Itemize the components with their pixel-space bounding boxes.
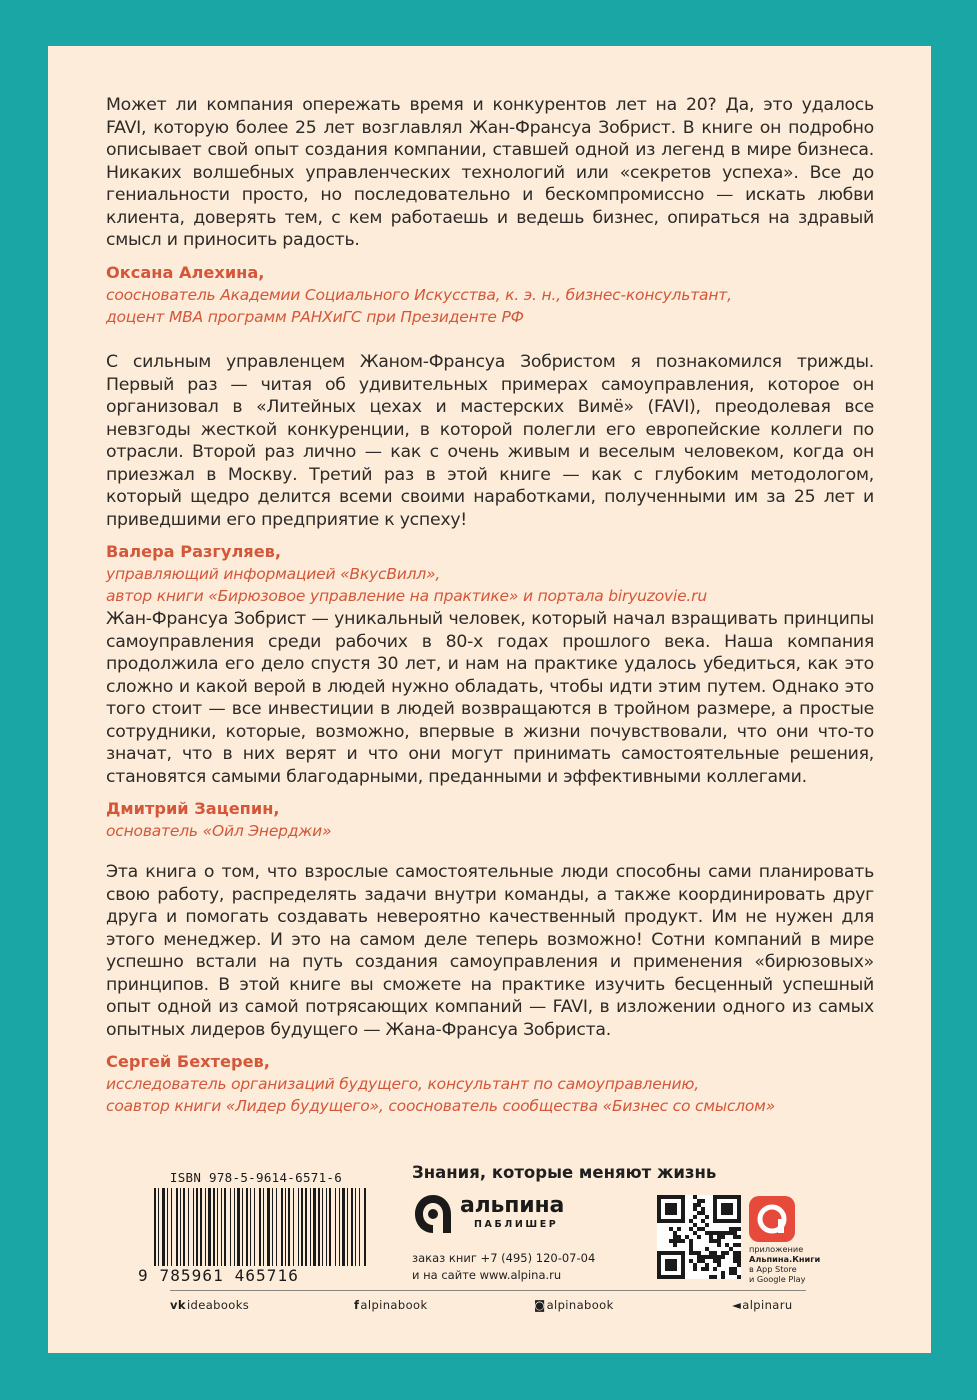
publisher-logo bbox=[412, 1192, 572, 1238]
social-handle: ideabooks bbox=[186, 1298, 250, 1312]
review-author: Оксана Алехина, bbox=[106, 262, 265, 282]
review-text: Может ли компания опережать время и конкурентов лет на 20? Да, это удалось FAVI, которую более 25 лет возглавлял Жан-Франсуа Зобрист. В книге он подробно описывает свой опыт создания компании, ставшей одной из легенд в мире бизнеса. Никаких волшебных управленческих технологий или «секретов успеха». Все до гениальности просто, но последовательно и бескомпромиссно — искать любви клиента, доверять тем, с кем работаешь и ведешь бизнес, опираться на здравый смысл и приносить радость. bbox=[106, 95, 874, 250]
review-text: С сильным управленцем Жаном-Франсуа Зобристом я познакомился трижды. Первый раз — читая об удивительных примерах самоуправления, которое он организовал в «Литейных цехах и мастерских Вимё» (FAVI), преодолевая все невзгоды жесткой конкуренции, в которой полегли его европейские коллеги по отрасли. Второй раз лично — как с очень живым и веселым человеком, когда он приезжал в Москву. Третий раз в этой книге — как с глубоким методологом, который щедро делится всеми своими наработками, полученными им за 25 лет и приведшими его предприятие к успеху! bbox=[106, 352, 874, 530]
review-1 bbox=[106, 94, 874, 328]
review-role-line: сооснователь Академии Социального Искусства, к. э. н., бизнес-консультант, bbox=[106, 285, 732, 304]
review-author: Дмитрий Зацепин, bbox=[106, 799, 280, 818]
app-caption-line: и Google Play bbox=[749, 1274, 806, 1284]
publisher-name: альпина bbox=[460, 1193, 565, 1218]
order-site: и на сайте www.alpina.ru bbox=[412, 1268, 562, 1282]
app-caption-line: в App Store bbox=[749, 1264, 797, 1274]
review-2 bbox=[106, 351, 874, 607]
vk-icon: vk bbox=[170, 1298, 186, 1312]
app-caption-line: приложение bbox=[749, 1244, 804, 1254]
app-icon bbox=[749, 1196, 795, 1242]
review-role-line: доцент MBA программ РАНХиГС при Президенте РФ bbox=[106, 307, 524, 326]
barcode-icon bbox=[138, 1188, 374, 1268]
review-author: Сергей Бехтерев, bbox=[106, 1052, 270, 1071]
review-4 bbox=[106, 861, 874, 1117]
isbn-number: ISBN 978-5-9614-6571-6 bbox=[169, 1170, 343, 1185]
order-info bbox=[412, 1250, 595, 1284]
barcode-digits: 9 785961 465716 bbox=[138, 1266, 299, 1285]
isbn-barcode bbox=[138, 1170, 374, 1290]
review-text: Эта книга о том, что взрослые самостоятельные люди способны сами планировать свою работу, распределять задачи внутри команды, а также координировать друг друга и помогать создавать невероятно качественный продукт. Им не нужен для этого менеджер. И это на самом деле теперь возможно! Сотни компаний в мире успешно встали на путь создания самоуправления и применения «бирюзовых» принципов. В этой книге вы сможете на практике изучить бесценный успешный опыт одной из самой потрясающих компаний — FAVI, в изложении одного из самых опытных лидеров будущего — Жана-Франсуа Зобриста. bbox=[106, 862, 874, 1040]
review-author: Валера Разгуляев, bbox=[106, 542, 282, 561]
alpina-app-icon bbox=[749, 1196, 795, 1242]
app-caption bbox=[749, 1244, 820, 1284]
app-caption-line: Альпина.Книги bbox=[749, 1254, 821, 1264]
instagram-icon: ◙ bbox=[534, 1298, 546, 1312]
social-handle: alpinaru bbox=[742, 1298, 793, 1312]
review-role-line: основатель «Ойл Энерджи» bbox=[106, 822, 332, 840]
review-role-line: исследователь организаций будущего, консультант по самоуправлению, bbox=[106, 1075, 699, 1093]
review-role-line: соавтор книги «Лидер будущего», сооснователь сообщества «Бизнес со смыслом» bbox=[106, 1097, 776, 1115]
review-role-line: управляющий информацией «ВкусВилл», bbox=[106, 565, 441, 583]
publisher-slogan: Знания, которые меняют жизнь bbox=[412, 1163, 717, 1182]
review-text: Жан-Франсуа Зобрист — уникальный человек, который начал взращивать принципы самоуправления среди рабочих в 80-х годах прошлого века. Наша компания продолжила его дело спустя 30 лет, и нам на практике удалось убедиться, как это сложно и какой верой в людей нужно обладать, чтобы идти этим путем. Однако это того стоит — все инвестиции в людей возвращаются в тройном размере, а простые сотрудники, которые, возможно, впервые в жизни почувствовали, что они что-то значат, что в них верят и что они могут принимать самостоятельные решения, становятся самыми благодарными, преданными и эффективными коллегами. bbox=[106, 609, 874, 787]
book-back-cover bbox=[48, 46, 931, 1353]
publisher-subname: ПАБЛИШЕР bbox=[474, 1219, 559, 1230]
review-3 bbox=[106, 608, 874, 842]
social-vk[interactable] bbox=[170, 1298, 249, 1312]
social-telegram[interactable] bbox=[732, 1298, 793, 1312]
divider bbox=[170, 1290, 806, 1291]
alpina-logo-icon bbox=[412, 1192, 454, 1236]
telegram-icon: ◄ bbox=[732, 1298, 742, 1312]
social-links bbox=[170, 1298, 806, 1314]
qr-code-icon bbox=[657, 1195, 741, 1279]
facebook-icon: f bbox=[354, 1298, 360, 1312]
social-facebook[interactable] bbox=[354, 1298, 428, 1312]
social-instagram[interactable] bbox=[534, 1298, 614, 1312]
order-phone: заказ книг +7 (495) 120-07-04 bbox=[412, 1251, 596, 1265]
social-handle: alpinabook bbox=[546, 1298, 614, 1312]
social-handle: alpinabook bbox=[360, 1298, 428, 1312]
review-role-line: автор книги «Бирюзовое управление на практике» и портала biryuzovie.ru bbox=[106, 587, 707, 605]
